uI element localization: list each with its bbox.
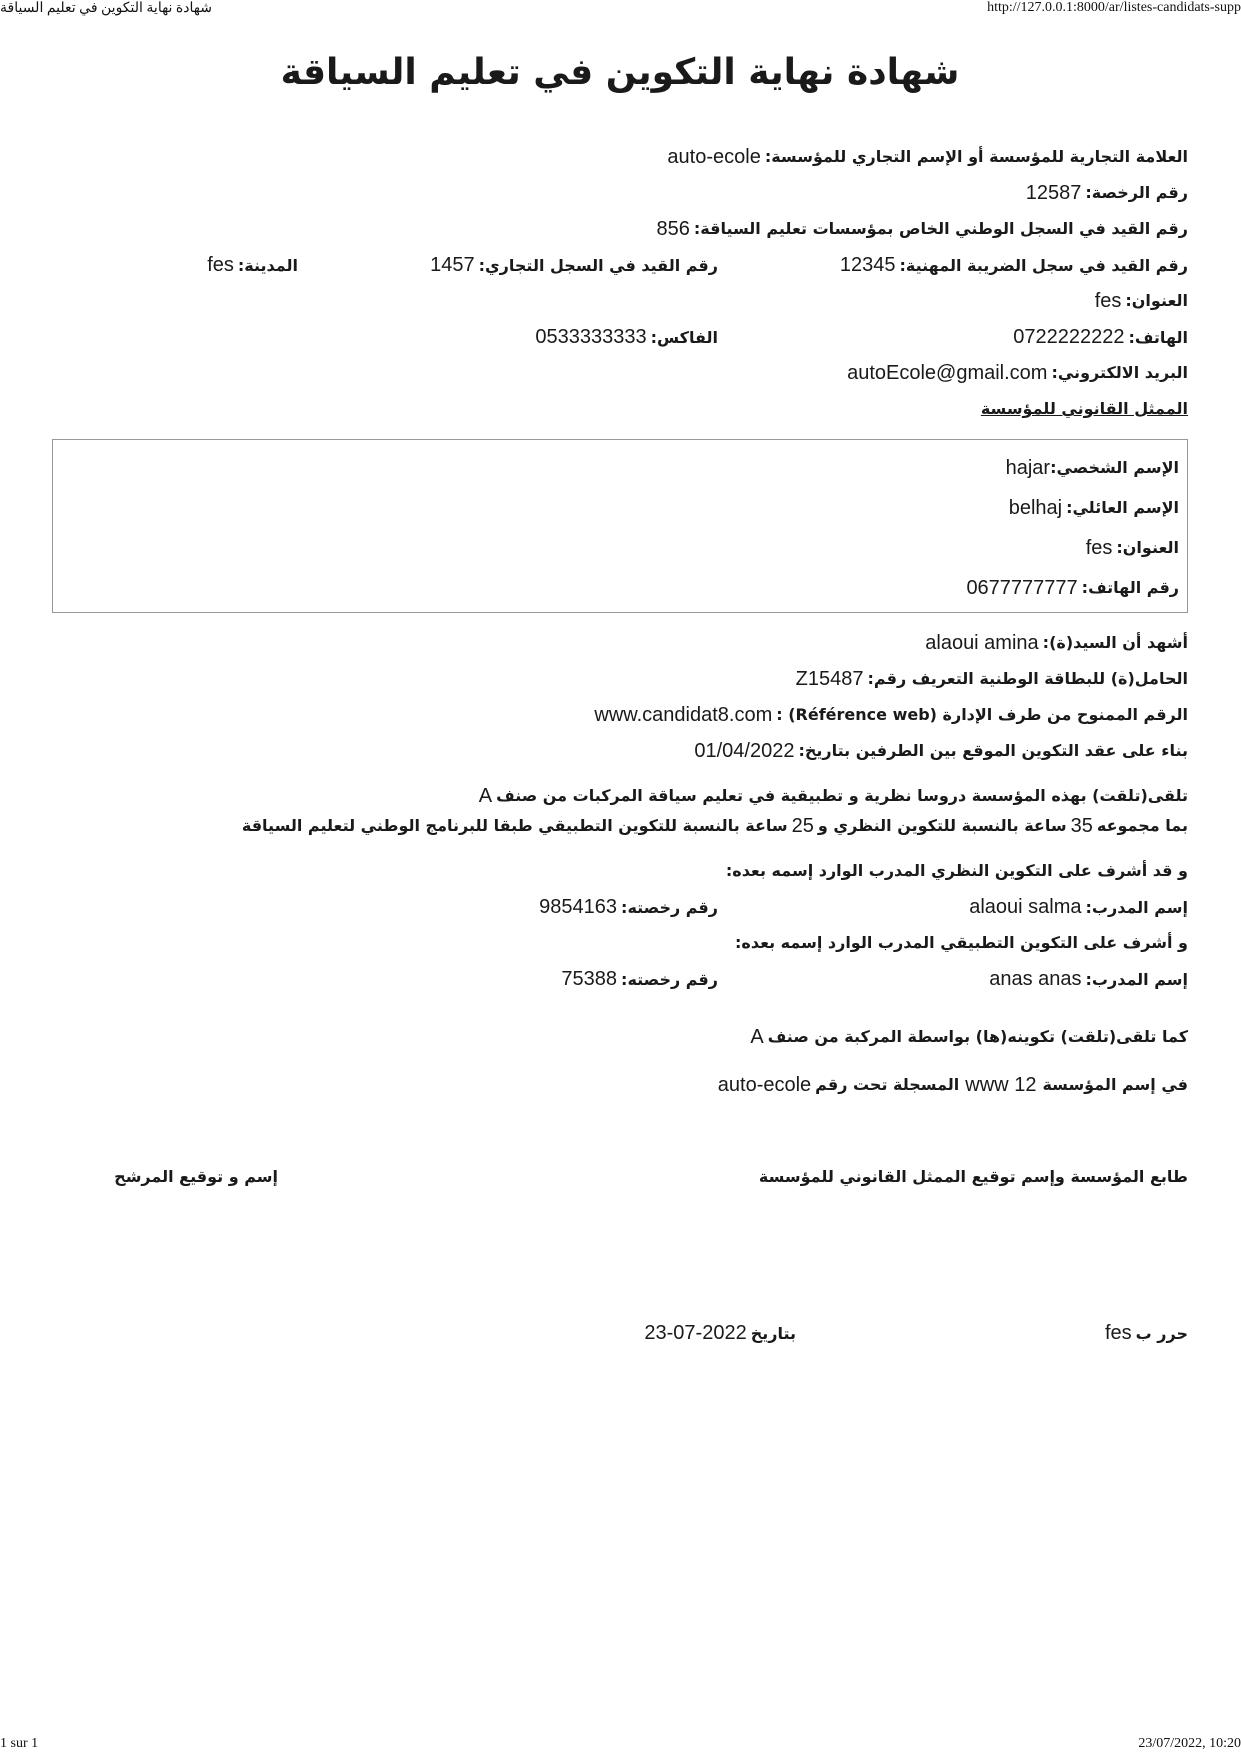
- address-label: العنوان:: [1125, 291, 1188, 310]
- legal-rep-box: [52, 439, 1188, 613]
- theory-supervisor-row: [52, 853, 1188, 889]
- trade-label: رقم القيد في السجل التجاري:: [478, 256, 718, 275]
- address-row: [52, 283, 1188, 319]
- rep-phone-row: [61, 568, 1179, 608]
- registered-plate: 12 www: [965, 1074, 1037, 1096]
- practice-trainer-label: إسم المدرب:: [1085, 970, 1188, 989]
- ref-label: الرقم الممنوح من طرف الإدارة (Référence web) :: [776, 705, 1188, 724]
- candidate-name-row: [52, 625, 1188, 661]
- trade-value: 1457: [430, 254, 475, 276]
- email-value: autoEcole@gmail.com: [847, 362, 1048, 384]
- rep-address-row: [61, 528, 1179, 568]
- rep-first-name-label: الإسم الشخصي:: [1050, 458, 1179, 477]
- rep-first-name-value: hajar: [1005, 457, 1051, 479]
- rep-first-name-row: [61, 448, 1179, 488]
- license-value: 12587: [1025, 182, 1082, 204]
- vehicle-category: A: [750, 1026, 764, 1048]
- practice-supervisor-row: [52, 925, 1188, 961]
- candidate-name: alaoui amina: [925, 632, 1039, 654]
- rep-address-label: العنوان:: [1116, 538, 1179, 557]
- rep-last-name-value: belhaj: [1008, 497, 1063, 519]
- made-in-label: حرر ب: [1135, 1324, 1188, 1343]
- email-row: [52, 355, 1188, 391]
- legal-rep-heading: الممثل القانوني للمؤسسة: [980, 399, 1188, 418]
- training-line2-c: ساعة بالنسبة للتكوين التطبيقي طبقا للبرنامج الوطني لتعليم السياقة: [241, 816, 788, 835]
- cin-label: الحامل(ة) للبطاقة الوطنية التعريف رقم:: [867, 669, 1188, 688]
- theory-supervisor-intro: و قد أشرف على التكوين النظري المدرب الوارد إسمه بعده:: [725, 861, 1188, 880]
- training-line1-label: تلقى(تلقت) بهذه المؤسسة دروسا نظرية و تطبيقية في تعليم سياقة المركبات من صنف: [496, 786, 1188, 805]
- brand-row: [52, 139, 1188, 175]
- practice-hours: 25: [791, 815, 814, 837]
- vehicle-row: [52, 1019, 1188, 1055]
- training-line2-b: ساعة بالنسبة للتكوين النظري و: [817, 816, 1067, 835]
- registered-school: auto-ecole: [717, 1074, 812, 1096]
- rep-phone-label: رقم الهاتف:: [1081, 578, 1179, 597]
- email-label: البريد الالكتروني:: [1051, 363, 1188, 382]
- license-row: [52, 175, 1188, 211]
- address-value: fes: [1094, 290, 1122, 312]
- practice-trainer-license: 75388: [561, 968, 618, 990]
- training-line-1: [52, 781, 1188, 811]
- tax-value: 12345: [839, 254, 896, 276]
- national-register-value: 856: [656, 218, 690, 240]
- print-header-url: http://127.0.0.1:8000/ar/listes-candidats-supp: [987, 0, 1241, 15]
- print-footer-page-count: 1 sur 1: [0, 1736, 39, 1751]
- theory-trainer-license-label: رقم رخصته:: [621, 898, 718, 917]
- rep-address-value: fes: [1085, 537, 1113, 559]
- signatures-row: [52, 1159, 1188, 1195]
- rep-phone-value: 0677777777: [966, 577, 1078, 599]
- phone-row: [52, 319, 1188, 355]
- contract-date: 01/04/2022: [694, 740, 795, 762]
- training-line-2: [52, 811, 1188, 841]
- legal-rep-heading-row: [52, 391, 1188, 427]
- school-signature-label: طابع المؤسسة وإسم توقيع الممثل القانوني للمؤسسة: [758, 1167, 1188, 1186]
- print-footer-datetime: 23/07/2022, 10:20: [1138, 1736, 1241, 1751]
- certificate-document: [52, 40, 1188, 1351]
- practice-trainer-name: anas anas: [989, 968, 1082, 990]
- rep-last-name-row: [61, 488, 1179, 528]
- phone-value: 0722222222: [1013, 326, 1125, 348]
- practice-trainer-row: [52, 961, 1188, 997]
- training-category: A: [478, 785, 493, 807]
- issue-date-label: بتاريخ: [750, 1324, 796, 1343]
- national-register-label: رقم القيد في السجل الوطني الخاص بمؤسسات تعليم السياقة:: [693, 219, 1188, 238]
- made-in-value: fes: [1104, 1322, 1132, 1344]
- registered-b: المسجلة تحت رقم: [815, 1075, 960, 1094]
- candidate-cin-row: [52, 661, 1188, 697]
- candidate-signature-label: إسم و توقيع المرشح: [114, 1167, 278, 1186]
- theory-hours: 35: [1070, 815, 1093, 837]
- candidate-ref-row: [52, 697, 1188, 733]
- practice-supervisor-intro: و أشرف على التكوين التطبيقي المدرب الوارد إسمه بعده:: [734, 933, 1188, 952]
- brand-value: auto-ecole: [667, 146, 761, 168]
- license-label: رقم الرخصة:: [1085, 183, 1188, 202]
- fax-label: الفاكس:: [650, 328, 718, 347]
- contract-label: بناء على عقد التكوين الموقع بين الطرفين بتاريخ:: [798, 741, 1188, 760]
- cin-value: Z15487: [795, 668, 864, 690]
- registered-row: [52, 1067, 1188, 1103]
- certify-label: أشهد أن السيد(ة):: [1042, 633, 1188, 652]
- theory-trainer-name: alaoui salma: [969, 896, 1082, 918]
- registered-a: في إسم المؤسسة: [1042, 1075, 1188, 1094]
- vehicle-label: كما تلقى(تلقت) تكوينه(ها) بواسطة المركبة من صنف: [767, 1027, 1188, 1046]
- print-header-title: شهادة نهاية التكوين في تعليم السياقة: [0, 1, 212, 16]
- rep-last-name-label: الإسم العائلي:: [1066, 498, 1179, 517]
- city-label: المدينة:: [237, 256, 298, 275]
- contract-row: [52, 733, 1188, 769]
- phone-label: الهاتف:: [1128, 328, 1188, 347]
- training-line2-a: بما مجموعه: [1096, 816, 1188, 835]
- fax-value: 0533333333: [535, 326, 647, 348]
- registers-row: [52, 247, 1188, 283]
- ref-value: www.candidat8.com: [594, 704, 773, 726]
- national-register-row: [52, 211, 1188, 247]
- theory-trainer-license: 9854163: [539, 896, 618, 918]
- brand-label: العلامة التجارية للمؤسسة أو الإسم التجاري للمؤسسة:: [764, 147, 1188, 166]
- city-value: fes: [207, 254, 234, 276]
- theory-trainer-label: إسم المدرب:: [1085, 898, 1188, 917]
- certificate-title: شهادة نهاية التكوين في تعليم السياقة: [280, 52, 960, 93]
- practice-trainer-license-label: رقم رخصته:: [621, 970, 718, 989]
- issued-row: [52, 1315, 1188, 1351]
- theory-trainer-row: [52, 889, 1188, 925]
- tax-label: رقم القيد في سجل الضريبة المهنية:: [899, 256, 1188, 275]
- issue-date-value: 23-07-2022: [644, 1322, 747, 1344]
